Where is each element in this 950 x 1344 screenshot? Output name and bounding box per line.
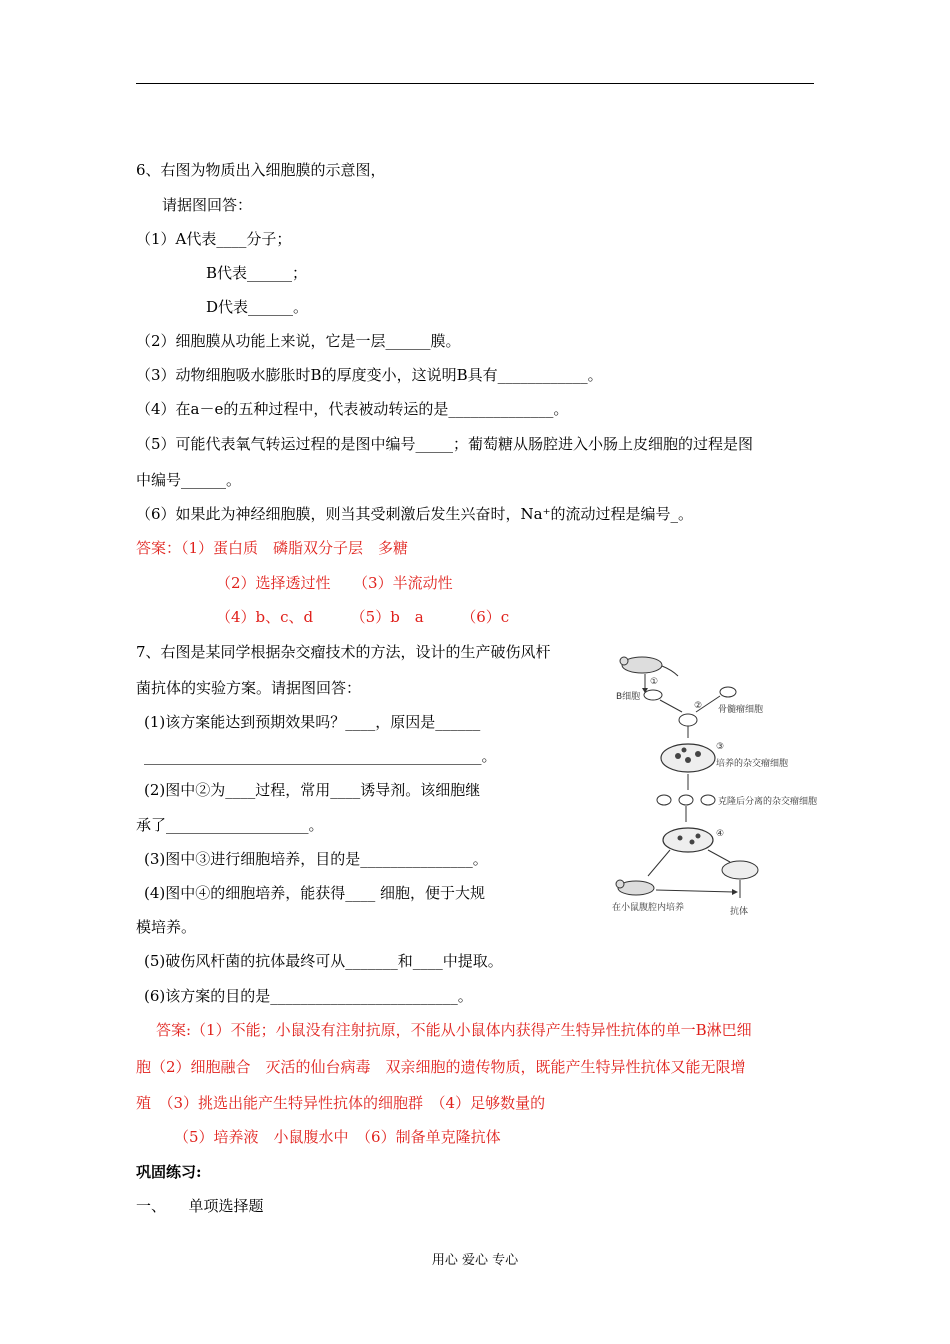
page-footer: 用心 爱心 专心	[431, 1253, 519, 1268]
q6-part5-line2: 中编号______。	[136, 471, 242, 489]
mouse-abdomen-label: 在小鼠腹腔内培养	[612, 903, 685, 913]
q6-part3: （3）动物细胞吸水膨胀时B的厚度变小，这说明B具有____________。	[136, 366, 603, 384]
q6-part2: （2）细胞膜从功能上来说，它是一层______膜。	[136, 332, 461, 350]
b-cell-label: B细胞	[616, 692, 641, 702]
q7-answer-line2: 胞（2）细胞融合 灭活的仙台病毒 双亲细胞的遗传物质，既能产生特异性抗体又能无限增	[136, 1058, 746, 1076]
q6-part1-d: D代表______。	[206, 298, 309, 316]
q6-part6: （6）如果此为神经细胞膜，则当其受刺激后发生兴奋时，Na⁺的流动过程是编号_。	[136, 505, 694, 523]
q7-part4: (4)图中④的细胞培养，能获得____ 细胞，便于大规	[144, 884, 486, 902]
q6-part5-line1: （5）可能代表氧气转运过程的是图中编号_____；葡萄糖从肠腔进入小肠上皮细胞的过程是图	[136, 435, 754, 453]
q7-part4-cont: 模培养。	[136, 918, 197, 936]
step3-number: ③	[716, 742, 725, 752]
step1-number: ①	[650, 677, 659, 687]
q7-answer-line3: 殖 （3）挑选出能产生特异性抗体的细胞群 （4）足够数量的	[136, 1094, 546, 1112]
q6-answer-line2: （2）选择透过性 （3）半流动性	[216, 574, 453, 592]
q7-part1-blank: _____________________________________________。	[144, 747, 497, 765]
q6-answer-line1: 答案：（1）蛋白质 磷脂双分子层 多糖	[136, 539, 409, 557]
section-title: 巩固练习:	[136, 1163, 202, 1181]
hybridoma-diagram	[608, 648, 818, 928]
q6-part1-b: B代表______；	[206, 264, 308, 282]
q7-part2-cont: 承了___________________。	[136, 816, 324, 834]
q6-title: 6、右图为物质出入细胞膜的示意图，	[136, 161, 386, 179]
q7-answer-line1: 答案:（1）不能；小鼠没有注射抗原，不能从小鼠体内获得产生特异性抗体的单一B淋巴细	[156, 1021, 752, 1039]
culture-fluid-dish-icon	[722, 861, 758, 879]
q6-part1-a: （1）A代表____分子；	[136, 230, 292, 248]
myeloma-cell-icon	[720, 687, 736, 697]
q7-line1: 7、右图是某同学根据杂交瘤技术的方法，设计的生产破伤风杆	[136, 643, 551, 661]
b-cell-icon	[644, 690, 662, 700]
clone-label: 克隆后分离的杂交瘤细胞	[718, 797, 818, 807]
q6-answer-line3: （4）b、c、d （5）b a （6）c	[216, 608, 510, 626]
mouse-top-icon	[620, 657, 678, 676]
q6-part4: （4）在a－e的五种过程中，代表被动转运的是______________。	[136, 400, 569, 418]
header-rule	[136, 83, 814, 84]
step4-number: ④	[716, 829, 725, 839]
culture-label: 培养的杂交瘤细胞	[716, 759, 789, 769]
q7-part3: (3)图中③进行细胞培养，目的是_______________。	[144, 850, 488, 868]
q6-prompt: 请据图回答：	[162, 196, 253, 214]
q7-part6: (6)该方案的目的是_________________________。	[144, 987, 473, 1005]
q7-line2: 菌抗体的实验方案。请据图回答：	[136, 679, 362, 697]
section-subtitle: 一、 单项选择题	[136, 1197, 264, 1215]
q7-part5: (5)破伤风杆菌的抗体最终可从_______和____中提取。	[144, 952, 503, 970]
mouse-bottom-icon	[616, 880, 654, 895]
q7-part2: (2)图中②为____过程，常用____诱导剂。该细胞继	[144, 781, 481, 799]
q7-part1: (1)该方案能达到预期效果吗？____，原因是______	[144, 713, 481, 731]
q7-answer-line4: （5）培养液 小鼠腹水中 （6）制备单克隆抗体	[174, 1128, 501, 1146]
culture-dish-icon	[661, 744, 715, 772]
cloned-cells-icon	[657, 795, 715, 805]
second-dish-icon	[663, 828, 713, 852]
myeloma-label: 骨髓瘤细胞	[718, 705, 764, 715]
fused-cell-icon	[679, 714, 697, 726]
step2-number: ②	[694, 701, 703, 711]
antibody-label: 抗体	[730, 907, 749, 917]
